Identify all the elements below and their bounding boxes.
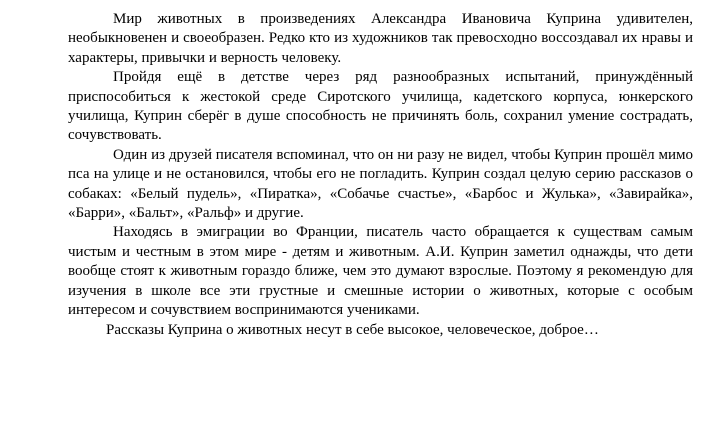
document-body	[68, 10, 693, 340]
paragraph-conclusion: Рассказы Куприна о животных несут в себе высокое, человеческое, доброе…	[106, 321, 599, 338]
paragraph-intro: Мир животных в произведениях Александра Ивановича Куприна удивителен, необыкновенен и своеобразен. Редко кто из художников так превосходно воссоздавал их нравы и характеры, привычки и верность человеку.	[68, 11, 693, 66]
paragraph-childhood: Пройдя ещё в детстве через ряд разнообразных испытаний, принуждённый приспособиться к жестокой среде Сиротского училища, кадетского корпуса, юнкерского училища, Куприн сберёг в душе способность не причинять боль, сохранил умение сострадать, сочувствовать.	[68, 69, 693, 144]
paragraph-dog-stories: Один из друзей писателя вспоминал, что он ни разу не видел, чтобы Куприн прошёл мимо пса на улице и не остановился, чтобы его не погладить. Куприн создал целую серию рассказов о собаках: «Белый пудель», «Пиратка», «Собачье счастье», «Барбос и Жулька», «Завирайка», «Барри», «Бальт», «Ральф» и другие.	[68, 146, 693, 222]
paragraph-emigration: Находясь в эмиграции во Франции, писатель часто обращается к существам самым чистым и честным в этом мире - детям и животным. А.И. Куприн заметил однажды, что дети вообще стоят к животным гораздо ближе, чем это думают взрослые. Поэтому я рекомендую для изучения в школе все эти грустные и смешные истории о животных, которые с особым интересом и сочувствием воспринимаются учениками.	[68, 224, 693, 319]
